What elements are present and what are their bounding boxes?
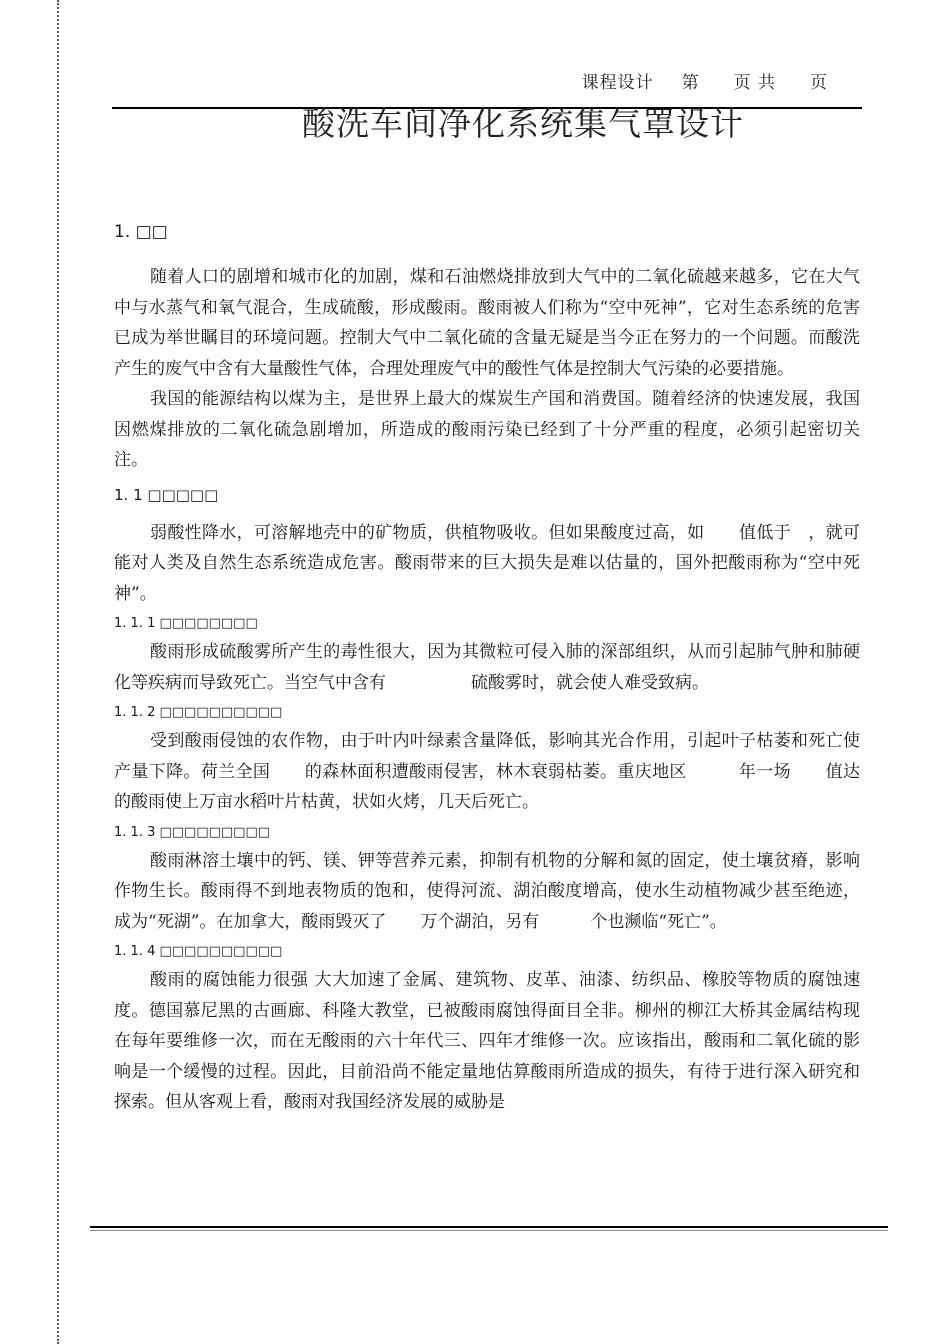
section-heading-1-1-4: 1. 1. 4 □□□□□□□□□□ — [114, 944, 283, 959]
header-course-label: 课程设计 — [581, 73, 654, 93]
binding-margin-line — [57, 0, 59, 1344]
paragraph-1-1-3: 酸雨淋溶土壤中的钙、镁、钾等营养元素，抑制有机物的分解和氮的固定，使土壤贫瘠，影响作物生长。酸雨得不到地表物质的饱和，使得河流、湖泊酸度增高，使水生动植物减少甚至绝迹，成为“死湖”。在加拿大，酸雨毁灭了 万个湖泊，另有 个也濒临“死亡”。 — [114, 850, 860, 932]
section-heading-1-1-3: 1. 1. 3 □□□□□□□□□ — [114, 824, 271, 840]
section-heading-1: 1. □□ — [114, 222, 168, 242]
header-page-prefix: 第 — [681, 73, 700, 93]
document-body — [114, 218, 894, 1118]
paragraph-1: 随着人口的剧增和城市化的加剧，煤和石油燃烧排放到大气中的二氧化硫越来越多，它在大气中与水蒸气和氧气混合，生成硫酸，形成酸雨。酸雨被人们称为“空中死神”，它对生态系统的危害已成为举世瞩目的环境问题。控制大气中二氧化硫的含量无疑是当今正在努力的一个问题。而酸洗产生的废气中含有大量酸性气体，合理处理废气中的酸性气体是控制大气污染的必要措施。 — [114, 267, 860, 379]
paragraph-1-1-4: 酸雨的腐蚀能力很强 大大加速了金属、建筑物、皮革、油漆、纺织品、橡胶等物质的腐蚀速度。德国慕尼黑的古画廊、科隆大教堂，已被酸雨腐蚀得面目全非。柳州的柳江大桥其金属结构现在每年要维修一次，而在无酸雨的六十年代三、四年才维修一次。应该指出，酸雨和二氧化硫的影响是一个缓慢的过程。因此，目前沿尚不能定量地估算酸雨所造成的损失，有待于进行深入研究和探索。但从客观上看，酸雨对我国经济发展的威胁是 — [114, 970, 860, 1112]
header-page-mid: 页 共 — [733, 73, 776, 93]
section-heading-1-1-1: 1. 1. 1 □□□□□□□□ — [114, 616, 258, 631]
paragraph-2: 我国的能源结构以煤为主，是世界上最大的煤炭生产国和消费国。随着经济的快速发展，我国因燃煤排放的二氧化硫急剧增加，所造成的酸雨污染已经到了十分严重的程度，必须引起密切关注。 — [114, 389, 860, 470]
section-heading-1-1: 1. 1 □□□□□ — [114, 485, 219, 504]
page-header — [582, 68, 828, 93]
paragraph-1-1: 弱酸性降水，可溶解地壳中的矿物质，供植物吸收。但如果酸度过高，如 值低于 ，就可能对人类及自然生态系统造成危害。酸雨带来的巨大损失是难以估量的，国外把酸雨称为“空中死神”。 — [114, 522, 860, 604]
header-page-suffix: 页 — [810, 73, 828, 93]
document-title: 酸洗车间净化系统集气罩设计 — [302, 104, 744, 143]
paragraph-1-1-1: 酸雨形成硫酸雾所产生的毒性很大，因为其微粒可侵入肺的深部组织，从而引起肺气肿和肺硬化等疾病而导致死亡。当空气中含有 硫酸雾时，就会使人难受致病。 — [114, 642, 860, 693]
paragraph-1-1-2: 受到酸雨侵蚀的农作物，由于叶内叶绿素含量降低，影响其光合作用，引起叶子枯萎和死亡使产量下降。荷兰全国 的森林面积遭酸雨侵害，林木衰弱枯萎。重庆地区 年一场 值达 的酸雨使上万亩水稻叶片枯黄，状如火烤，几天后死亡。 — [114, 731, 894, 812]
footer-rule — [90, 1226, 888, 1228]
footer-rule-thin — [90, 1230, 888, 1231]
section-heading-1-1-2: 1. 1. 2 □□□□□□□□□□ — [114, 705, 283, 720]
